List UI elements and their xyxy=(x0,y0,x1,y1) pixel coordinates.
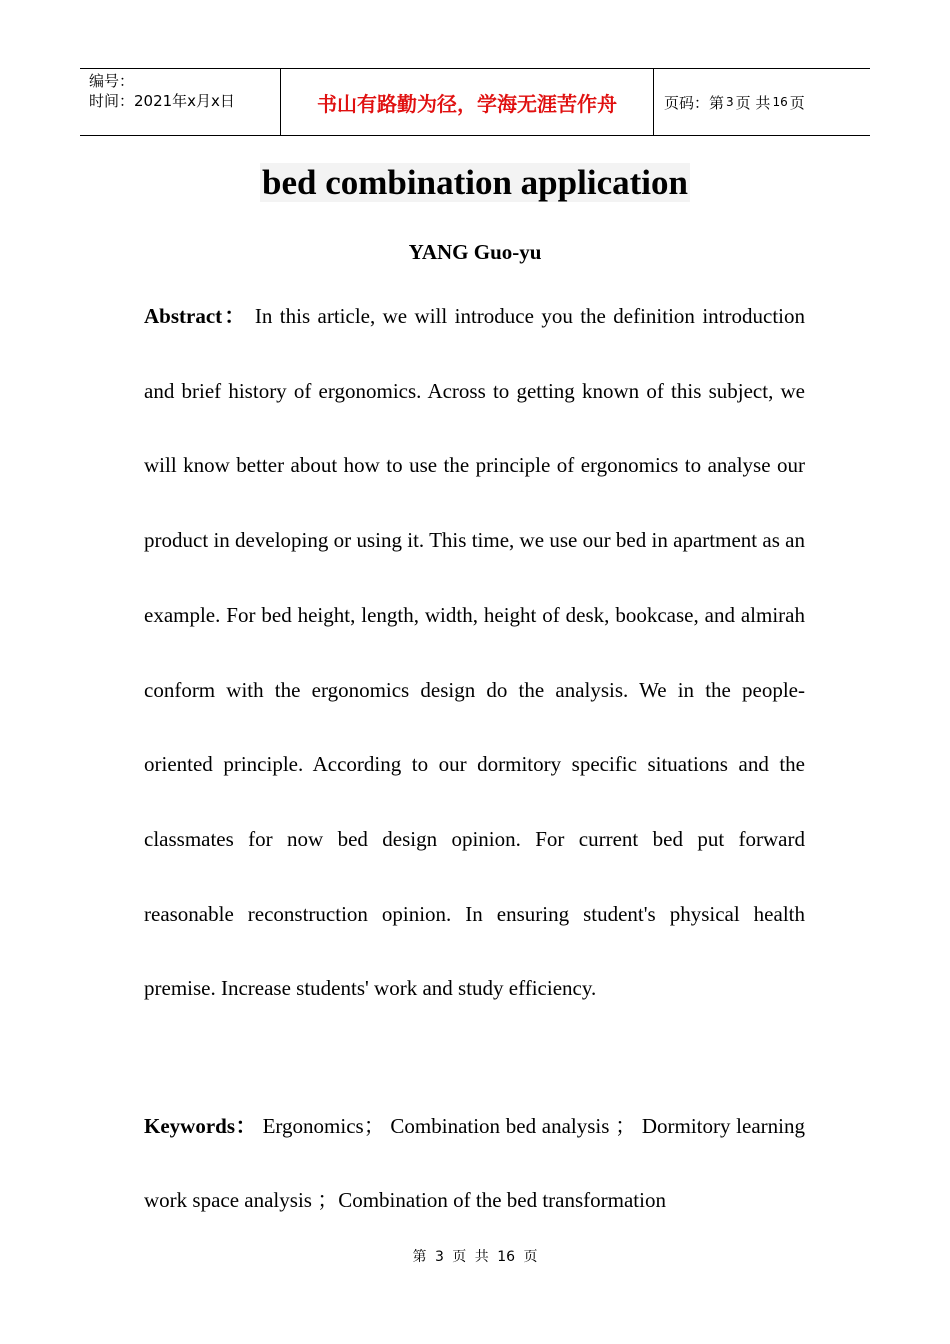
abstract-label: Abstract： xyxy=(144,304,248,328)
author: YANG Guo-yu xyxy=(408,240,542,264)
keywords-paragraph xyxy=(144,1089,805,1237)
page-suffix: 页 xyxy=(789,93,805,112)
document-title: bed combination application xyxy=(262,163,688,202)
header-page-info xyxy=(654,69,870,135)
page-current: 3 xyxy=(726,95,734,109)
header-motto: 书山有路勤为径，学海无涯苦作舟 xyxy=(281,69,654,135)
page-header xyxy=(80,68,870,136)
number-label: 编号： xyxy=(89,72,135,90)
keywords-text: Ergonomics； Combination bed analysis ； Dormitory learning work space analysis ；Combination of the bed transformation xyxy=(144,1114,805,1212)
abstract-paragraph xyxy=(144,279,805,1026)
time-label: 时间：2021年x月x日 xyxy=(89,92,235,110)
page-prefix: 页码：第 xyxy=(664,93,725,112)
header-info-cell xyxy=(80,69,281,135)
abstract-text: In this article, we will introduce you the definition introduction and brief history of ergonomics. Across to getting known of this subject, we will know better about how to use the principle of ergonomics to analyse our product in developing or using it. This time, we use our bed in apartment as an example. For bed height, length, width, height of desk, bookcase, and almirah conform with the ergonomics design do the analysis. We in the people-oriented principle. According to our dormitory specific situations and the classmates for now bed design opinion. For current bed put forward reasonable reconstruction opinion. In ensuring student's physical health premise. Increase students' work and study efficiency. xyxy=(144,304,805,1001)
page-total: 16 xyxy=(772,95,788,109)
page-footer: 第 3 页 共 16 页 xyxy=(412,1249,538,1265)
keywords-label: Keywords： xyxy=(144,1114,257,1138)
page-mid: 页 共 xyxy=(735,93,771,112)
